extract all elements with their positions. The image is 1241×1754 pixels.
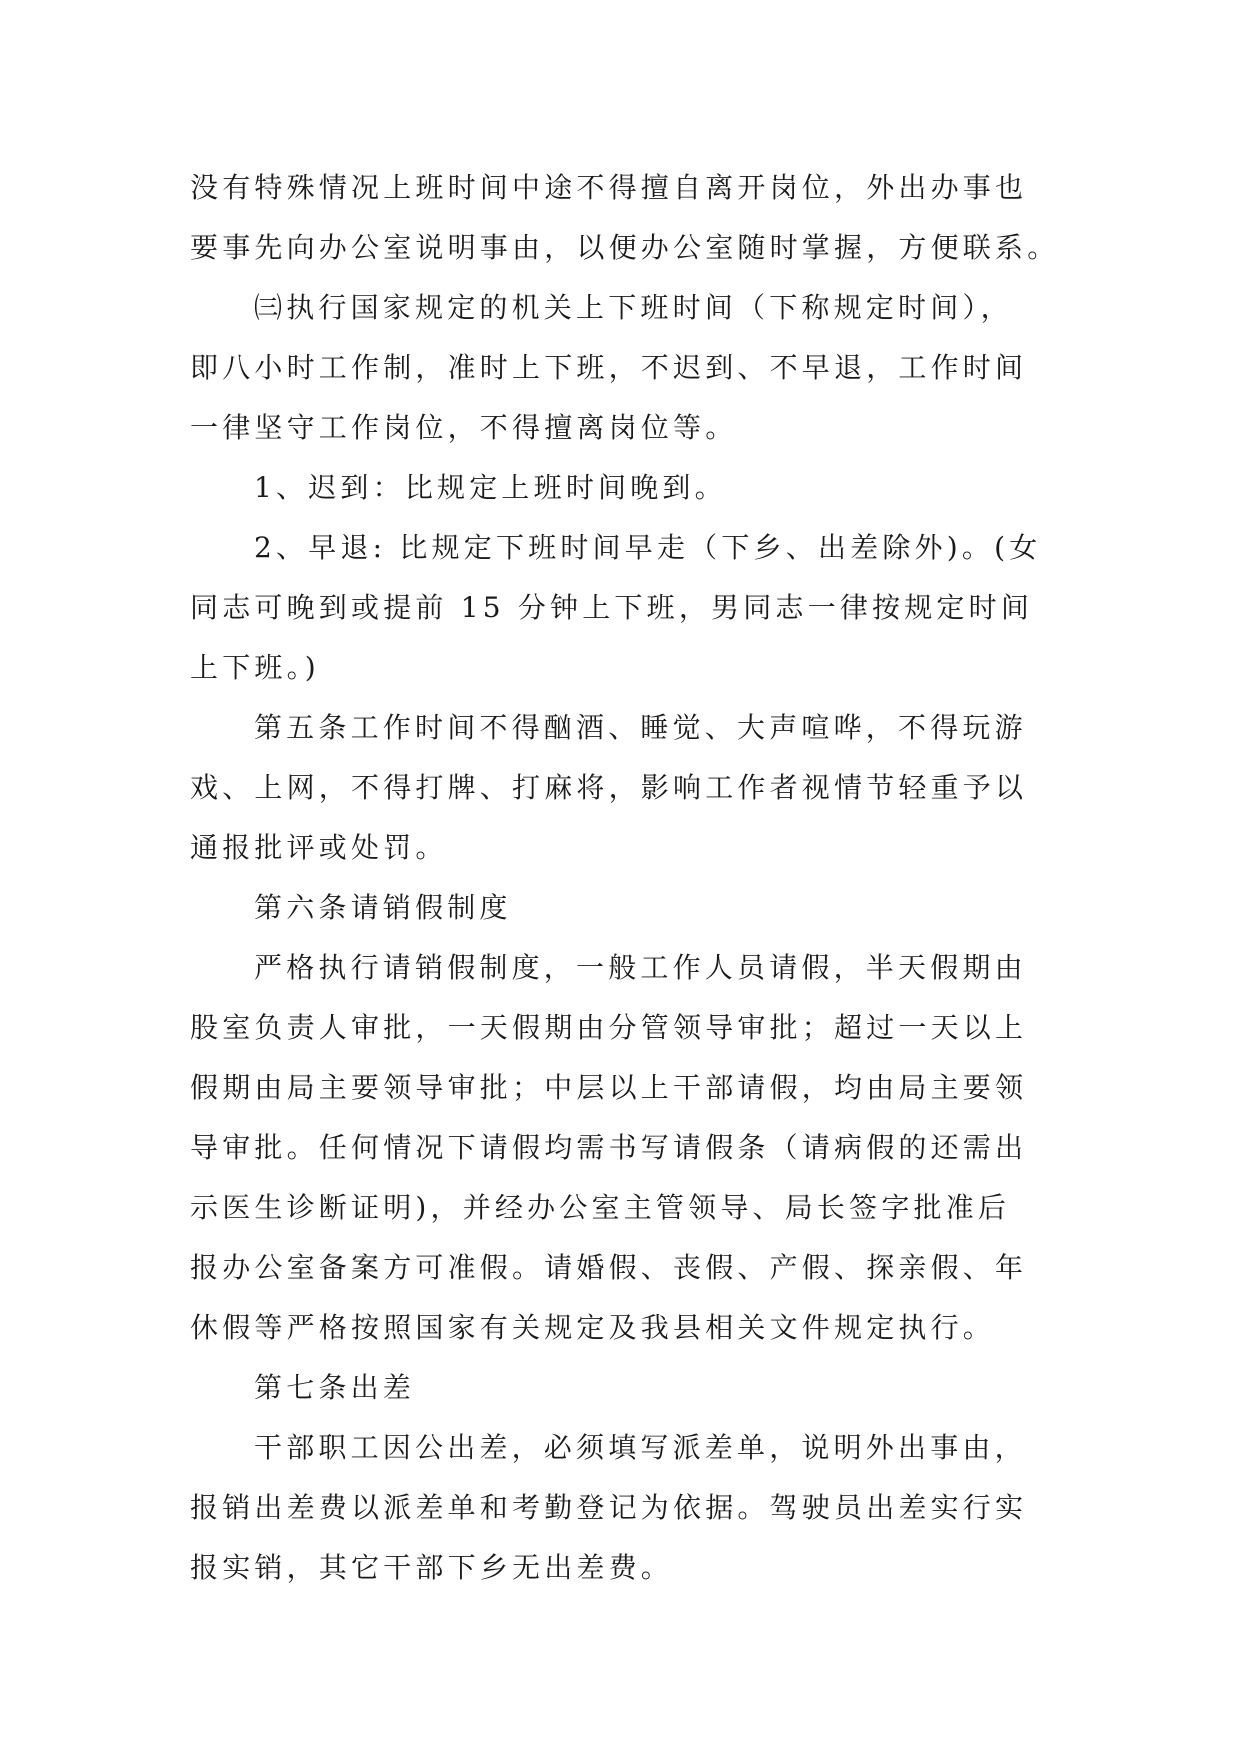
body-text-line: 戏、上网，不得打牌、打麻将，影响工作者视情节轻重予以 <box>190 771 1028 804</box>
body-text-line: 通报批评或处罚。 <box>190 831 448 864</box>
body-text-line: 股室负责人审批，一天假期由分管领导审批；超过一天以上 <box>190 1011 1028 1044</box>
body-text-line: 第七条出差 <box>254 1371 416 1404</box>
body-text-line: 第六条请销假制度 <box>254 891 512 924</box>
body-text-line: 导审批。任何情况下请假均需书写请假条（请病假的还需出 <box>190 1131 1028 1164</box>
body-text-line: 2、早退: 比规定下班时间早走（下乡、出差除外)。(女 <box>254 531 1042 564</box>
body-text-line: 即八小时工作制，准时上下班，不迟到、不早退，工作时间 <box>190 351 1028 384</box>
body-text-line: 示医生诊断证明)，并经办公室主管领导、局长签字批准后 <box>190 1191 1011 1224</box>
body-text-line: 没有特殊情况上班时间中途不得擅自离开岗位，外出办事也 <box>190 171 1028 204</box>
body-text-line: 报实销，其它干部下乡无出差费。 <box>190 1551 674 1584</box>
body-text-line: 第五条工作时间不得酗酒、睡觉、大声喧哗，不得玩游 <box>254 711 1027 744</box>
body-text-line: 一律坚守工作岗位，不得擅离岗位等。 <box>190 411 738 444</box>
body-text-line: 1、迟到：比规定上班时间晚到。 <box>254 471 727 504</box>
body-text-line: 上下班。) <box>190 651 320 684</box>
document-body <box>190 158 1070 1598</box>
body-text-line: 干部职工因公出差，必须填写派差单，说明外出事由， <box>254 1431 1027 1464</box>
body-text-line: 要事先向办公室说明事由，以便办公室随时掌握，方便联系。 <box>190 231 1060 264</box>
body-text-line: 严格执行请销假制度，一般工作人员请假，半天假期由 <box>254 951 1027 984</box>
body-text-line: 休假等严格按照国家有关规定及我县相关文件规定执行。 <box>190 1311 996 1344</box>
body-text-line: 同志可晚到或提前 15 分钟上下班，男同志一律按规定时间 <box>190 591 1034 624</box>
body-text-line: 报办公室备案方可准假。请婚假、丧假、产假、探亲假、年 <box>190 1251 1028 1284</box>
body-text-line: 报销出差费以派差单和考勤登记为依据。驾驶员出差实行实 <box>190 1491 1028 1524</box>
body-text-line: ㈢执行国家规定的机关上下班时间（下称规定时间）， <box>254 291 1013 324</box>
body-text-line: 假期由局主要领导审批；中层以上干部请假，均由局主要领 <box>190 1071 1028 1104</box>
